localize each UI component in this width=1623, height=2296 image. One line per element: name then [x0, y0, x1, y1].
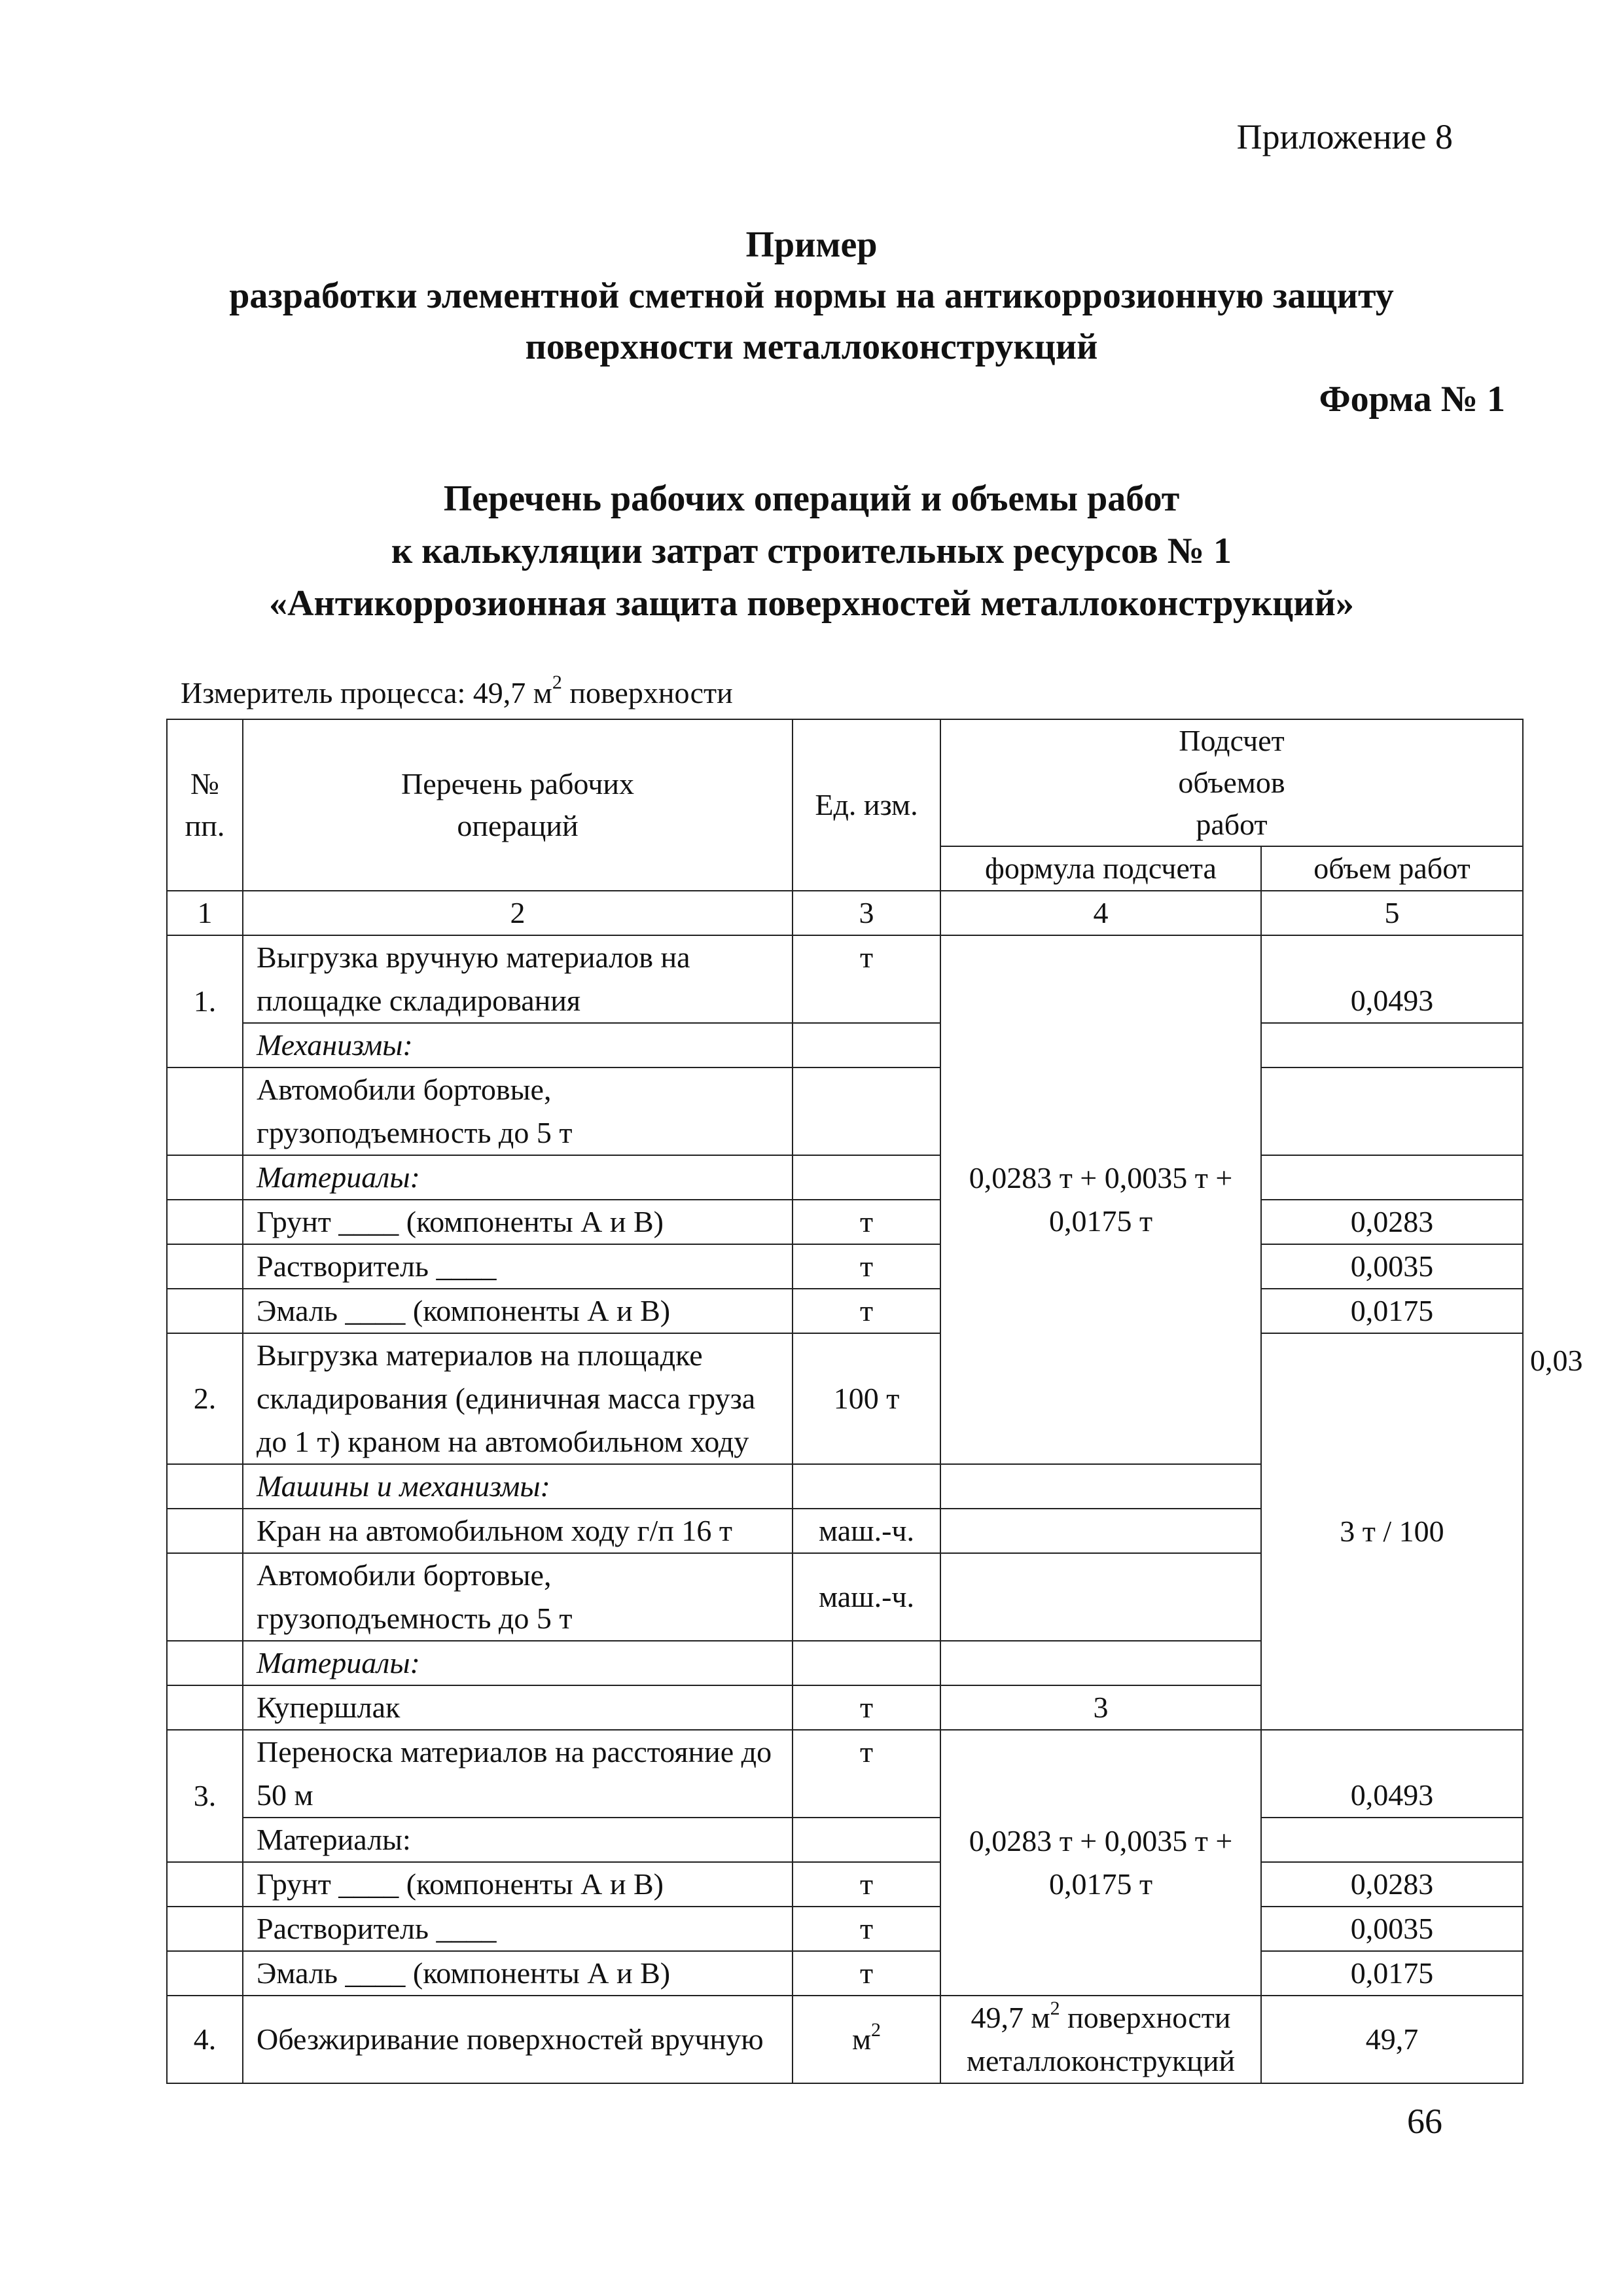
- unit-cell: [793, 1023, 940, 1067]
- table-row: [167, 1067, 1523, 1155]
- operation-cell: Эмаль ____ (компоненты А и В): [243, 1289, 793, 1333]
- volume-cell: 49,7: [1261, 1996, 1523, 2083]
- operation-cell: Купершлак: [243, 1685, 793, 1730]
- table-row: [167, 1200, 1523, 1244]
- column-number-row: [167, 891, 1523, 935]
- formula-cell: 0,0283 т + 0,0035 т + 0,0175 т: [940, 935, 1261, 1464]
- volume-cell: 0,0175: [1261, 1951, 1523, 1996]
- unit-cell: т: [793, 1862, 940, 1907]
- volume-cell: 0,0283: [1261, 1200, 1523, 1244]
- materials-label: Материалы:: [243, 1641, 793, 1685]
- table-row: [167, 1818, 1523, 1862]
- volume-cell: 3: [940, 1685, 1261, 1730]
- row-num: 1.: [167, 935, 243, 1067]
- row-num: 4.: [167, 1996, 243, 2083]
- volume-cell: [1261, 1818, 1523, 1862]
- header-volume: объем работ: [1261, 846, 1523, 891]
- volume-cell: [1261, 1023, 1523, 1067]
- volume-cell: [940, 1553, 1261, 1641]
- table-row: [167, 1907, 1523, 1951]
- operation-cell: Грунт ____ (компоненты А и В): [243, 1862, 793, 1907]
- num-cell: [167, 1464, 243, 1509]
- num-cell: [167, 1907, 243, 1951]
- unit-cell: маш.-ч.: [793, 1553, 940, 1641]
- operation-cell: Грунт ____ (компоненты А и В): [243, 1200, 793, 1244]
- materials-label: Материалы:: [243, 1155, 793, 1200]
- header-row: [167, 719, 1523, 846]
- volume-cell: 0,0283: [1261, 1862, 1523, 1907]
- mechanisms-label: Механизмы:: [243, 1023, 793, 1067]
- operations-table: [166, 719, 1583, 2084]
- num-cell: [167, 1067, 243, 1155]
- col-number: 1: [167, 891, 243, 935]
- unit-cell: [793, 1464, 940, 1509]
- num-cell: [167, 1951, 243, 1996]
- formula-cell: 3 т / 100: [1261, 1333, 1523, 1730]
- form-number: Форма № 1: [1319, 379, 1505, 420]
- col-number: 4: [940, 891, 1261, 935]
- process-meter: Измеритель процесса: 49,7 $м^2$ поверхности: [181, 672, 733, 709]
- volume-cell: 0,0035: [1261, 1907, 1523, 1951]
- num-cell: [167, 1155, 243, 1200]
- heading-line-1: Перечень рабочих операций и объемы работ: [443, 478, 1180, 519]
- formula-cell: 0,0283 т + 0,0035 т + 0,0175 т: [940, 1730, 1261, 1996]
- page-number: 66: [1407, 2102, 1442, 2141]
- operation-cell: Растворитель ____: [243, 1907, 793, 1951]
- unit-cell: т: [793, 1951, 940, 1996]
- volume-cell: [1261, 1155, 1523, 1200]
- mechanisms-label: Машины и механизмы:: [243, 1464, 793, 1509]
- header-formula: формула подсчета: [940, 846, 1261, 891]
- title-line-3: поверхности металлоконструкций: [525, 327, 1098, 367]
- volume-cell: [940, 1509, 1261, 1553]
- operation-cell: Переноска материалов на расстояние до 50 м: [243, 1730, 793, 1818]
- unit-cell: т: [793, 1685, 940, 1730]
- unit-cell: т: [793, 1730, 940, 1818]
- materials-label: Материалы:: [243, 1818, 793, 1862]
- unit-cell: [793, 1067, 940, 1155]
- heading-line-2: к калькуляции затрат строительных ресурсов № 1: [391, 531, 1232, 571]
- volume-cell: 0,0175: [1261, 1289, 1523, 1333]
- header-ops: Перечень рабочих операций: [243, 719, 793, 891]
- header-calc: Подсчет объемов работ: [940, 719, 1523, 846]
- header-num: № пп.: [167, 719, 243, 891]
- num-cell: [167, 1685, 243, 1730]
- volume-cell: 0,0035: [1261, 1244, 1523, 1289]
- table-row: [167, 1155, 1523, 1200]
- table-row: [167, 935, 1523, 1023]
- col-number: 5: [1261, 891, 1523, 935]
- unit-cell: [793, 1818, 940, 1862]
- unit-cell: $м^2$: [793, 1996, 940, 2083]
- num-cell: [167, 1862, 243, 1907]
- table-row: [167, 1862, 1523, 1907]
- num-cell: [167, 1509, 243, 1553]
- row-num: 3.: [167, 1730, 243, 1862]
- unit-cell: т: [793, 1200, 940, 1244]
- operation-cell: Автомобили бортовые, грузоподъемность до 5 т: [243, 1067, 793, 1155]
- title-line-1: Пример: [745, 224, 878, 265]
- header-unit: Ед. изм.: [793, 719, 940, 891]
- num-cell: [167, 1244, 243, 1289]
- unit-cell: т: [793, 1907, 940, 1951]
- table-row: [167, 1996, 1523, 2083]
- formula-cell: 49,7 $м^2$ поверхности металлоконструкций: [940, 1996, 1261, 2083]
- appendix-label: Приложение 8: [1236, 117, 1453, 156]
- operation-cell: Обезжиривание поверхностей вручную: [243, 1996, 793, 2083]
- unit-cell: т: [793, 935, 940, 1023]
- unit-cell: [793, 1641, 940, 1685]
- unit-cell: [793, 1155, 940, 1200]
- table-row: [167, 1289, 1523, 1333]
- operation-cell: Автомобили бортовые, грузоподъемность до 5 т: [243, 1553, 793, 1641]
- col-number: 2: [243, 891, 793, 935]
- unit-cell: 100 т: [793, 1333, 940, 1464]
- operation-cell: Выгрузка материалов на площадке складирования (единичная масса груза до 1 т) краном на автомобильном ходу: [243, 1333, 793, 1464]
- row-num: 2.: [167, 1333, 243, 1464]
- table-row: [167, 1951, 1523, 1996]
- operation-cell: Выгрузка вручную материалов на площадке складирования: [243, 935, 793, 1023]
- table-row: [167, 1730, 1523, 1818]
- num-cell: [167, 1289, 243, 1333]
- table-row: 2. Выгрузка материалов на площадке складирования (единичная масса груза до 1 т) краном на автомобильном ходу 100 т 3 т / 100 0,03: [167, 1333, 1523, 1464]
- operation-cell: Эмаль ____ (компоненты А и В): [243, 1951, 793, 1996]
- volume-cell: 0,0493: [1261, 935, 1523, 1023]
- table-row: [167, 1023, 1523, 1067]
- unit-cell: т: [793, 1244, 940, 1289]
- operation-cell: Кран на автомобильном ходу г/п 16 т: [243, 1509, 793, 1553]
- col-number: 3: [793, 891, 940, 935]
- operation-cell: Растворитель ____: [243, 1244, 793, 1289]
- num-cell: [167, 1200, 243, 1244]
- num-cell: [167, 1641, 243, 1685]
- num-cell: [167, 1553, 243, 1641]
- unit-cell: т: [793, 1289, 940, 1333]
- heading-line-3: «Антикоррозионная защита поверхностей металлоконструкций»: [269, 583, 1354, 624]
- title-line-2: разработки элементной сметной нормы на антикоррозионную защиту: [229, 276, 1394, 316]
- volume-cell: [1261, 1067, 1523, 1155]
- table-row: [167, 1244, 1523, 1289]
- volume-cell: 0,0493: [1261, 1730, 1523, 1818]
- unit-cell: маш.-ч.: [793, 1509, 940, 1553]
- volume-cell: [940, 1464, 1261, 1509]
- volume-cell: [940, 1641, 1261, 1685]
